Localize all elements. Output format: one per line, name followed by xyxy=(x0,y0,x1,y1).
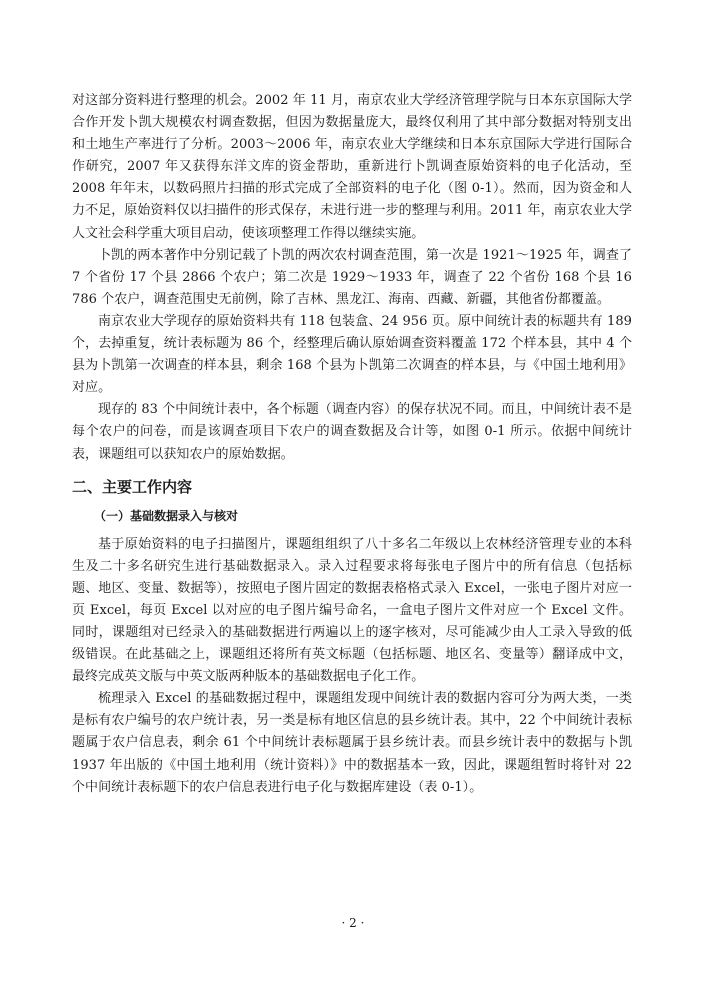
paragraph-data-entry: 基于原始资料的电子扫描图片，课题组组织了八十多名二年级以上农林经济管理专业的本科生及二十多名研究生进行基础数据录入。录入过程要求将每张电子图片中的所有信息（包括标题、地区、变量、数据等），按照电子图片固定的数据表格格式录入 Excel，一张电子图片对应一页 Excel，每页 Excel 以对应的电子图片编号命名，一盒电子图片文件对应一个 Excel 文件。同时，课题组对已经录入的基础数据进行两遍以上的逐字核对，尽可能减少由人工录入导致的低级错误。在此基础之上，课题组还将所有英文标题（包括标题、地区名、变量等）翻译成中文，最终完成英文版与中英文版两种版本的基础数据电子化工作。 xyxy=(72,536,632,685)
page-number: · 2 · xyxy=(341,916,365,930)
paragraph-survey-scope: 卜凯的两本著作中分别记载了卜凯的两次农村调查范围，第一次是 1921～1925 年，调查了 7 个省份 17 个县 2866 个农户；第二次是 1929～1933 年，调查了 22 个省份 168 个县 16 786 个农户，调查范围史无前例，除了吉林、黑龙江、海南、西藏、新疆，其他省份都覆盖。 xyxy=(72,247,632,307)
section-heading: 二、主要工作内容 xyxy=(72,477,193,496)
paragraph-intermediate-tables: 现存的 83 个中间统计表中，各个标题（调查内容）的保存状况不同。而且，中间统计表不是每个农户的问卷，而是该调查项目下农户的调查数据及合计等，如图 0-1 所示。依据中间统计表，课题组可以获知农户的原始数据。 xyxy=(72,402,632,462)
paragraph-archive-materials: 南京农业大学现存的原始资料共有 118 包装盒、24 956 页。原中间统计表的标题共有 189 个，去掉重复，统计表标题为 86 个，经整理后确认原始调查资料覆盖 172 个样本县，其中 4 个县为卜凯第一次调查的样本县，剩余 168 个县为卜凯第二次调查的样本县，与《中国土地利用》对应。 xyxy=(72,313,632,396)
paragraph-table-classification: 梳理录入 Excel 的基础数据过程中，课题组发现中间统计表的数据内容可分为两大类，一类是标有农户编号的农户统计表，另一类是标有地区信息的县乡统计表。其中，22 个中间统计表标题属于农户信息表，剩余 61 个中间统计表标题属于县乡统计表。而县乡统计表中的数据与卜凯 1937 年出版的《中国土地利用（统计资料）》中的数据基本一致，因此，课题组暂时将针对 22 个中间统计表标题下的农户信息表进行电子化与数据库建设（表 0-1）。 xyxy=(72,691,632,795)
paragraph-continuation: 对这部分资料进行整理的机会。2002 年 11 月，南京农业大学经济管理学院与日本东京国际大学合作开发卜凯大规模农村调查数据，但因为数据量庞大，最终仅利用了其中部分数据对特别支出和土地生产率进行了分析。2003～2006 年，南京农业大学继续和日本东京国际大学进行国际合作研究，2007 年又获得东洋文库的资金帮助，重新进行卜凯调查原始资料的电子化活动，至 2008 年年末，以数码照片扫描的形式完成了全部资料的电子化（图 0-1）。然而，因为资金和人力不足，原始资料仅以扫描件的形式保存，未进行进一步的整理与利用。2011 年，南京农业大学人文社会科学重大项目启动，使该项整理工作得以继续实施。 xyxy=(72,93,632,241)
page-body xyxy=(72,90,632,799)
subsection-heading: （一）基础数据录入与核对 xyxy=(94,508,239,523)
